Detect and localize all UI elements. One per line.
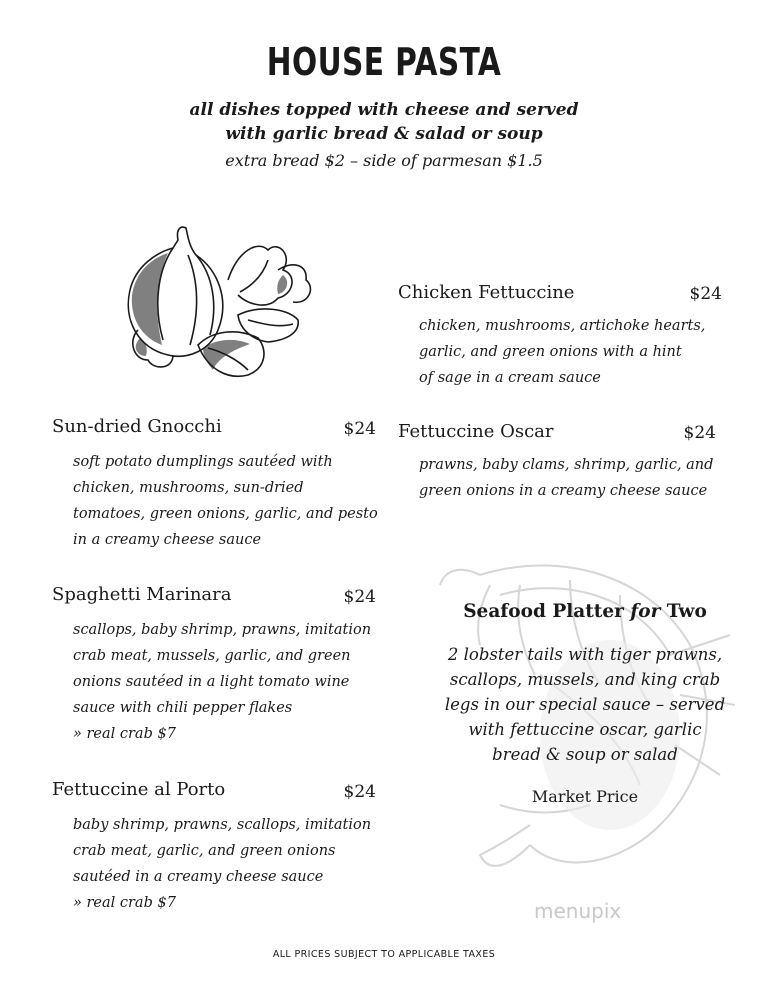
extras-note: extra bread $2 – side of parmesan $1.5	[225, 151, 543, 170]
item-name: Sun-dried Gnocchi	[52, 416, 222, 437]
footer-note: ALL PRICES SUBJECT TO APPLICABLE TAXES	[272, 949, 496, 960]
item-name: Spaghetti Marinara	[52, 584, 232, 605]
subtitle-line-2: with garlic bread & salad or soup	[225, 124, 543, 144]
subtitle-line-1: all dishes topped with cheese and served	[189, 100, 579, 120]
item-price: $24	[689, 284, 722, 304]
special-price: Market Price	[531, 787, 639, 806]
item-description: soft potato dumplings sautéed with chicken, mushrooms, sun-dried tomatoes, green onions, garlic, and pesto in a creamy cheese sauce	[73, 454, 378, 548]
item-description: chicken, mushrooms, artichoke hearts, garlic, and green onions with a hint of sage in a cream sauce	[419, 318, 706, 386]
item-description: scallops, baby shrimp, prawns, imitation crab meat, mussels, garlic, and green onions sautéed in a light tomato wine sauce with chili pepper flakes » real crab $7	[73, 622, 372, 742]
item-price: $24	[343, 419, 376, 439]
item-name: Fettuccine Oscar	[398, 421, 554, 442]
page-title: HOUSE PASTA	[266, 40, 502, 84]
item-name: Chicken Fettuccine	[398, 282, 575, 303]
item-description: prawns, baby clams, shrimp, garlic, and green onions in a creamy cheese sauce	[419, 457, 714, 499]
special-description: 2 lobster tails with tiger prawns, scallops, mussels, and king crab legs in our special sauce – served with fettuccine oscar, garlic bread & soup or salad	[444, 645, 726, 764]
watermark: menupix	[534, 899, 622, 923]
item-price: $24	[683, 423, 716, 443]
item-price: $24	[343, 782, 376, 802]
item-name: Fettuccine al Porto	[52, 779, 226, 800]
garlic-herb-illustration	[118, 220, 318, 385]
special-title: Seafood Platter for Two	[463, 601, 707, 622]
item-price: $24	[343, 587, 376, 607]
item-description: baby shrimp, prawns, scallops, imitation crab meat, garlic, and green onions sautéed in a creamy cheese sauce » real crab $7	[73, 817, 372, 911]
